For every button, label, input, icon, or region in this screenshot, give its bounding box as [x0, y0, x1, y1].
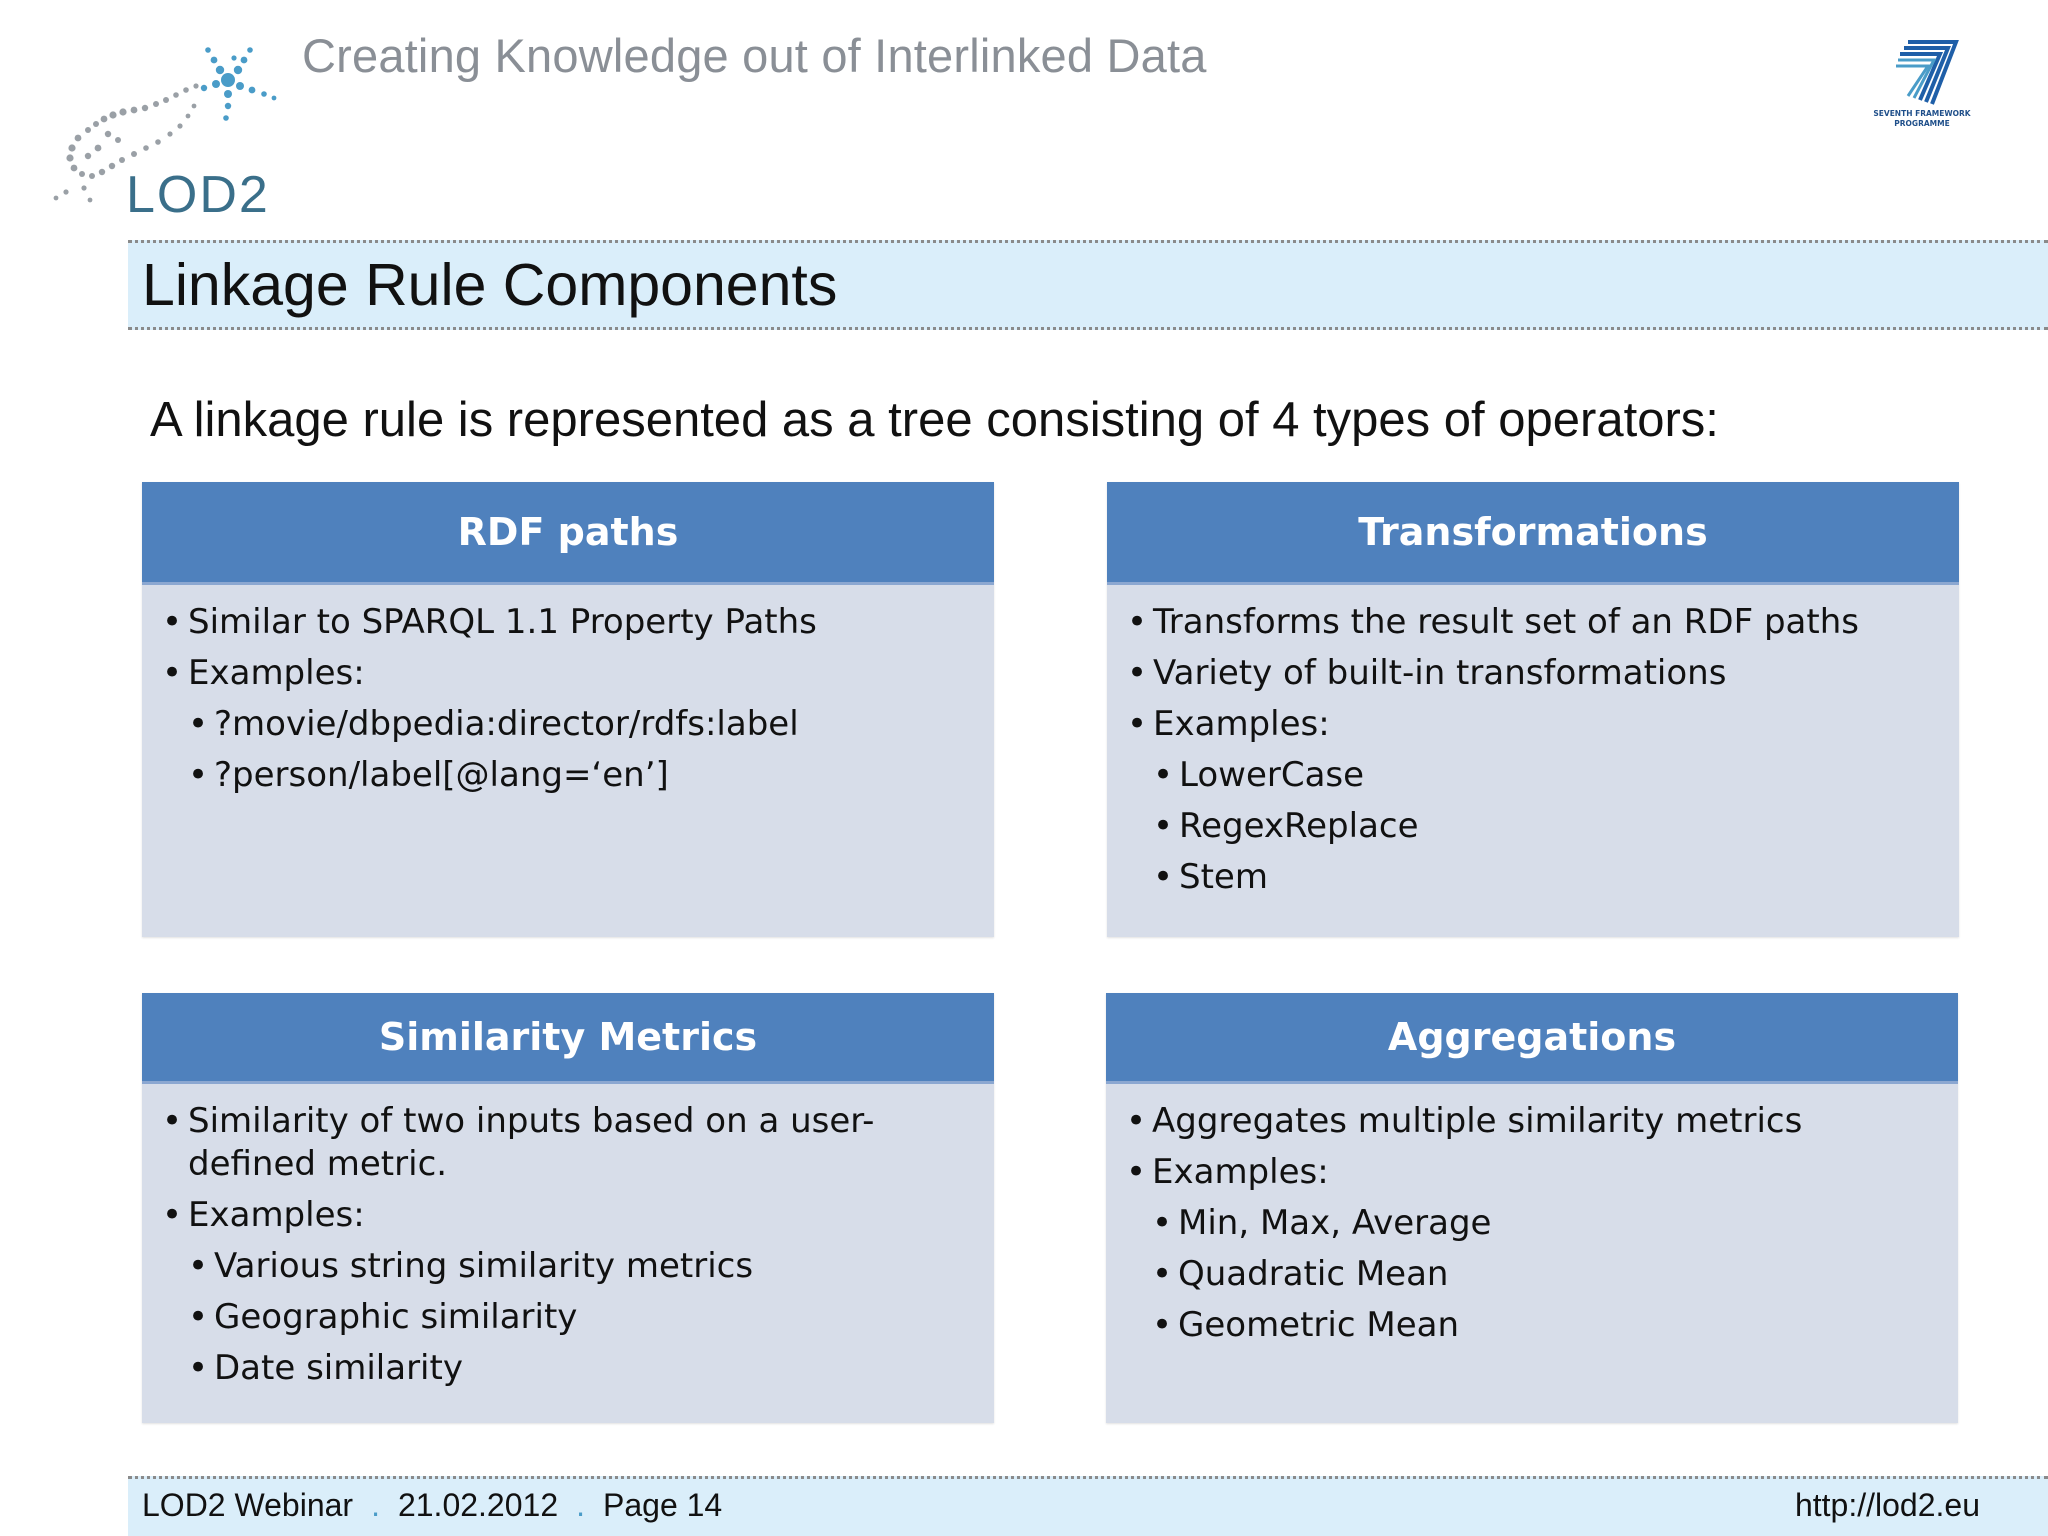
list-item: • Examples: [1126, 1152, 1329, 1192]
footer-separator: . [371, 1487, 380, 1523]
list-item: • Transforms the result set of an RDF paths [1127, 602, 1859, 642]
card-body [142, 1084, 994, 1394]
footer-info [142, 1487, 722, 1524]
svg-text:LOD2: LOD2 [126, 166, 270, 224]
tagline: Creating Knowledge out of Interlinked Data [302, 29, 1207, 82]
list-item: • Quadratic Mean [1152, 1254, 1449, 1294]
footer-date: 21.02.2012 [397, 1487, 559, 1523]
list-item: • Similarity of two inputs based on a user-defined metric. [162, 1101, 875, 1184]
card-transformations [1107, 482, 1959, 937]
intro-text: A linkage rule is represented as a tree consisting of 4 types of operators: [150, 393, 1719, 447]
list-item: • LowerCase [1153, 755, 1365, 795]
list-item: • RegexReplace [1153, 806, 1419, 846]
slide-title: Linkage Rule Components [142, 252, 838, 318]
card-body [142, 585, 994, 801]
card-aggregations [1106, 993, 1958, 1423]
lod2-logo [48, 30, 338, 230]
footer-url[interactable]: http://lod2.eu [1794, 1487, 1980, 1523]
list-item: • Similar to SPARQL 1.1 Property Paths [162, 602, 817, 642]
svg-text:PROGRAMME: PROGRAMME [1894, 119, 1950, 128]
list-item: • Min, Max, Average [1152, 1203, 1492, 1243]
list-item: • Variety of built-in transformations [1127, 653, 1727, 693]
list-item: • Geographic similarity [188, 1297, 578, 1337]
list-item: • Examples: [162, 653, 365, 693]
card-similarity-metrics [142, 993, 994, 1423]
list-item: • Geometric Mean [1152, 1305, 1459, 1345]
list-item: • ?person/label[@lang=‘en’] [188, 755, 669, 795]
list-item: • Various string similarity metrics [188, 1246, 754, 1286]
footer-separator: . [576, 1487, 585, 1523]
fp7-logo [1868, 34, 1976, 130]
list-item: • Examples: [162, 1195, 365, 1235]
footer-page: Page 14 [603, 1487, 723, 1523]
footer-event: LOD2 Webinar [142, 1487, 354, 1523]
footer [128, 1476, 2048, 1536]
card-title: RDF paths [142, 482, 994, 585]
list-item: • Date similarity [188, 1348, 463, 1388]
list-item: • Examples: [1127, 704, 1330, 744]
card-title: Transformations [1107, 482, 1959, 585]
title-band [128, 240, 2048, 330]
card-rdf-paths [142, 482, 994, 937]
card-title: Aggregations [1106, 993, 1958, 1084]
card-title: Similarity Metrics [142, 993, 994, 1084]
card-body [1107, 585, 1959, 903]
list-item: • Aggregates multiple similarity metrics [1126, 1101, 1803, 1141]
list-item: • Stem [1153, 857, 1268, 897]
svg-text:SEVENTH FRAMEWORK: SEVENTH FRAMEWORK [1873, 109, 1971, 118]
list-item: • ?movie/dbpedia:director/rdfs:label [188, 704, 799, 744]
card-body [1106, 1084, 1958, 1351]
